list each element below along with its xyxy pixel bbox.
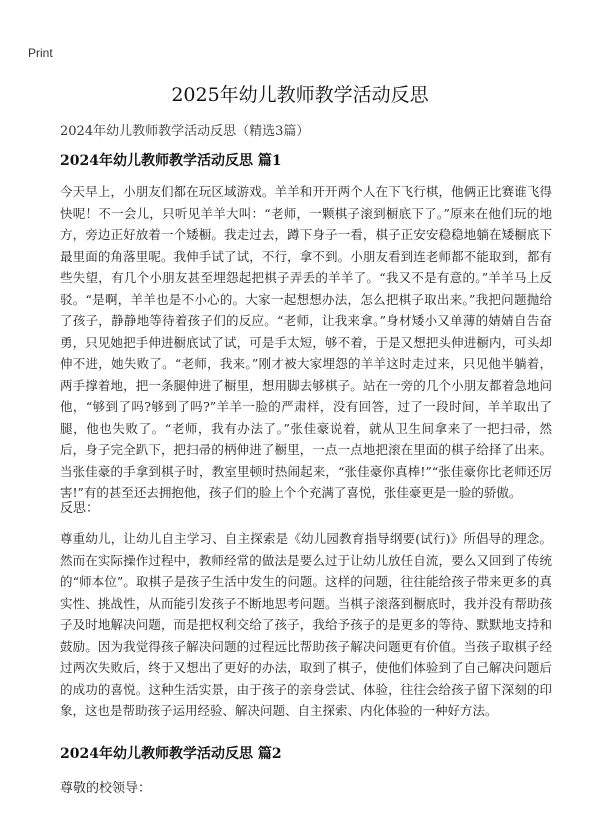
document-subtitle: 2024年幼儿教师教学活动反思（精选3篇） — [60, 124, 310, 139]
reflection-label: 反思： — [60, 501, 100, 516]
section1-heading: 2024年幼儿教师教学活动反思 篇1 — [60, 153, 282, 169]
section2-heading: 2024年幼儿教师教学活动反思 篇2 — [60, 746, 282, 762]
document-title: 2025年幼儿教师教学活动反思 — [171, 84, 429, 106]
section1-story-paragraph: 今天早上，小朋友们都在玩区域游戏。羊羊和开开两个人在下飞行棋，他俩正比赛谁飞得快呢！不一会儿，只听见羊羊大叫：“老师，一颗棋子滚到橱底下了。”原来在他们玩的地方，旁边正好放着一个矮橱。我走过去，蹲下身子一看，棋子正安安稳稳地躺在矮橱底下最里面的角落里呢。我伸手试了试，不行，拿不到。小朋友看到连老师都不能取到，都有些失望，有几个小朋友甚至埋怨起把棋子弄丢的羊羊了。“我又不是有意的。”羊羊马上反驳。“是啊，羊羊也是不小心的。大家一起想想办法，怎么把棋子取出来。”我把问题抛给了孩子，静静地等待着孩子们的反应。“老师，让我来拿。”身材矮小又单薄的婧婧自告奋勇，只见她把手伸进橱底试了试，可是手太短，够不着，于是又想把头伸进橱内，可头却伸不进，她失败了。“老师，我来。”刚才被大家埋怨的羊羊这时走过来，只见他半躺着，两手撑着地，把一条腿伸进了橱里，想用脚去够棋子。站在一旁的几个小朋友都着急地问他，“够到了吗?够到了吗?”羊羊一脸的严肃样，没有回答，过了一段时间，羊羊取出了腿，他也失败了。“老师，我有办法了。”张佳豪说着，就从卫生间拿来了一把扫帚，然后，身子完全趴下，把扫帚的柄伸进了橱里，一点一点地把滚在里面的棋子给择了出来。当张佳豪的手拿到棋子时，教室里顿时热闹起来，“张佳豪你真棒!”“张佳豪你比老师还厉害!”有的甚至还去拥抱他，孩子们的脸上个个充满了喜悦，张佳豪更是一脸的骄傲。 — [60, 184, 552, 500]
section2-greeting: 尊敬的校领导： — [60, 781, 152, 796]
reflection-paragraph: 尊重幼儿，让幼儿自主学习、自主探索是《幼儿园教育指导纲要(试行)》所倡导的理念。然而在实际操作过程中，教师经常的做法是要么过于让幼儿放任自流，要么又回到了传统的“师本位”。取棋子是孩子生活中发生的问题。这样的问题，往往能给孩子带来更多的真实性、挑战性，从而能引发孩子不断地思考问题。当棋子滚落到橱底时，我并没有帮助孩子及时地解决问题，而是把权利交给了孩子，我给予孩子的是更多的等待、默默地支持和鼓励。因为我觉得孩子解决问题的过程远比帮助孩子解决问题更有价值。当孩子取棋子经过两次失败后，终于又想出了更好的办法，取到了棋子，使他们体验到了自己解决问题后的成功的喜悦。这种生活实景，由于孩子的亲身尝试、体验，往往会给孩子留下深刻的印象，这也是帮助孩子运用经验、解决问题、自主探索、内化体验的一种好方法。 — [60, 531, 552, 718]
print-link[interactable]: Print — [28, 46, 53, 60]
